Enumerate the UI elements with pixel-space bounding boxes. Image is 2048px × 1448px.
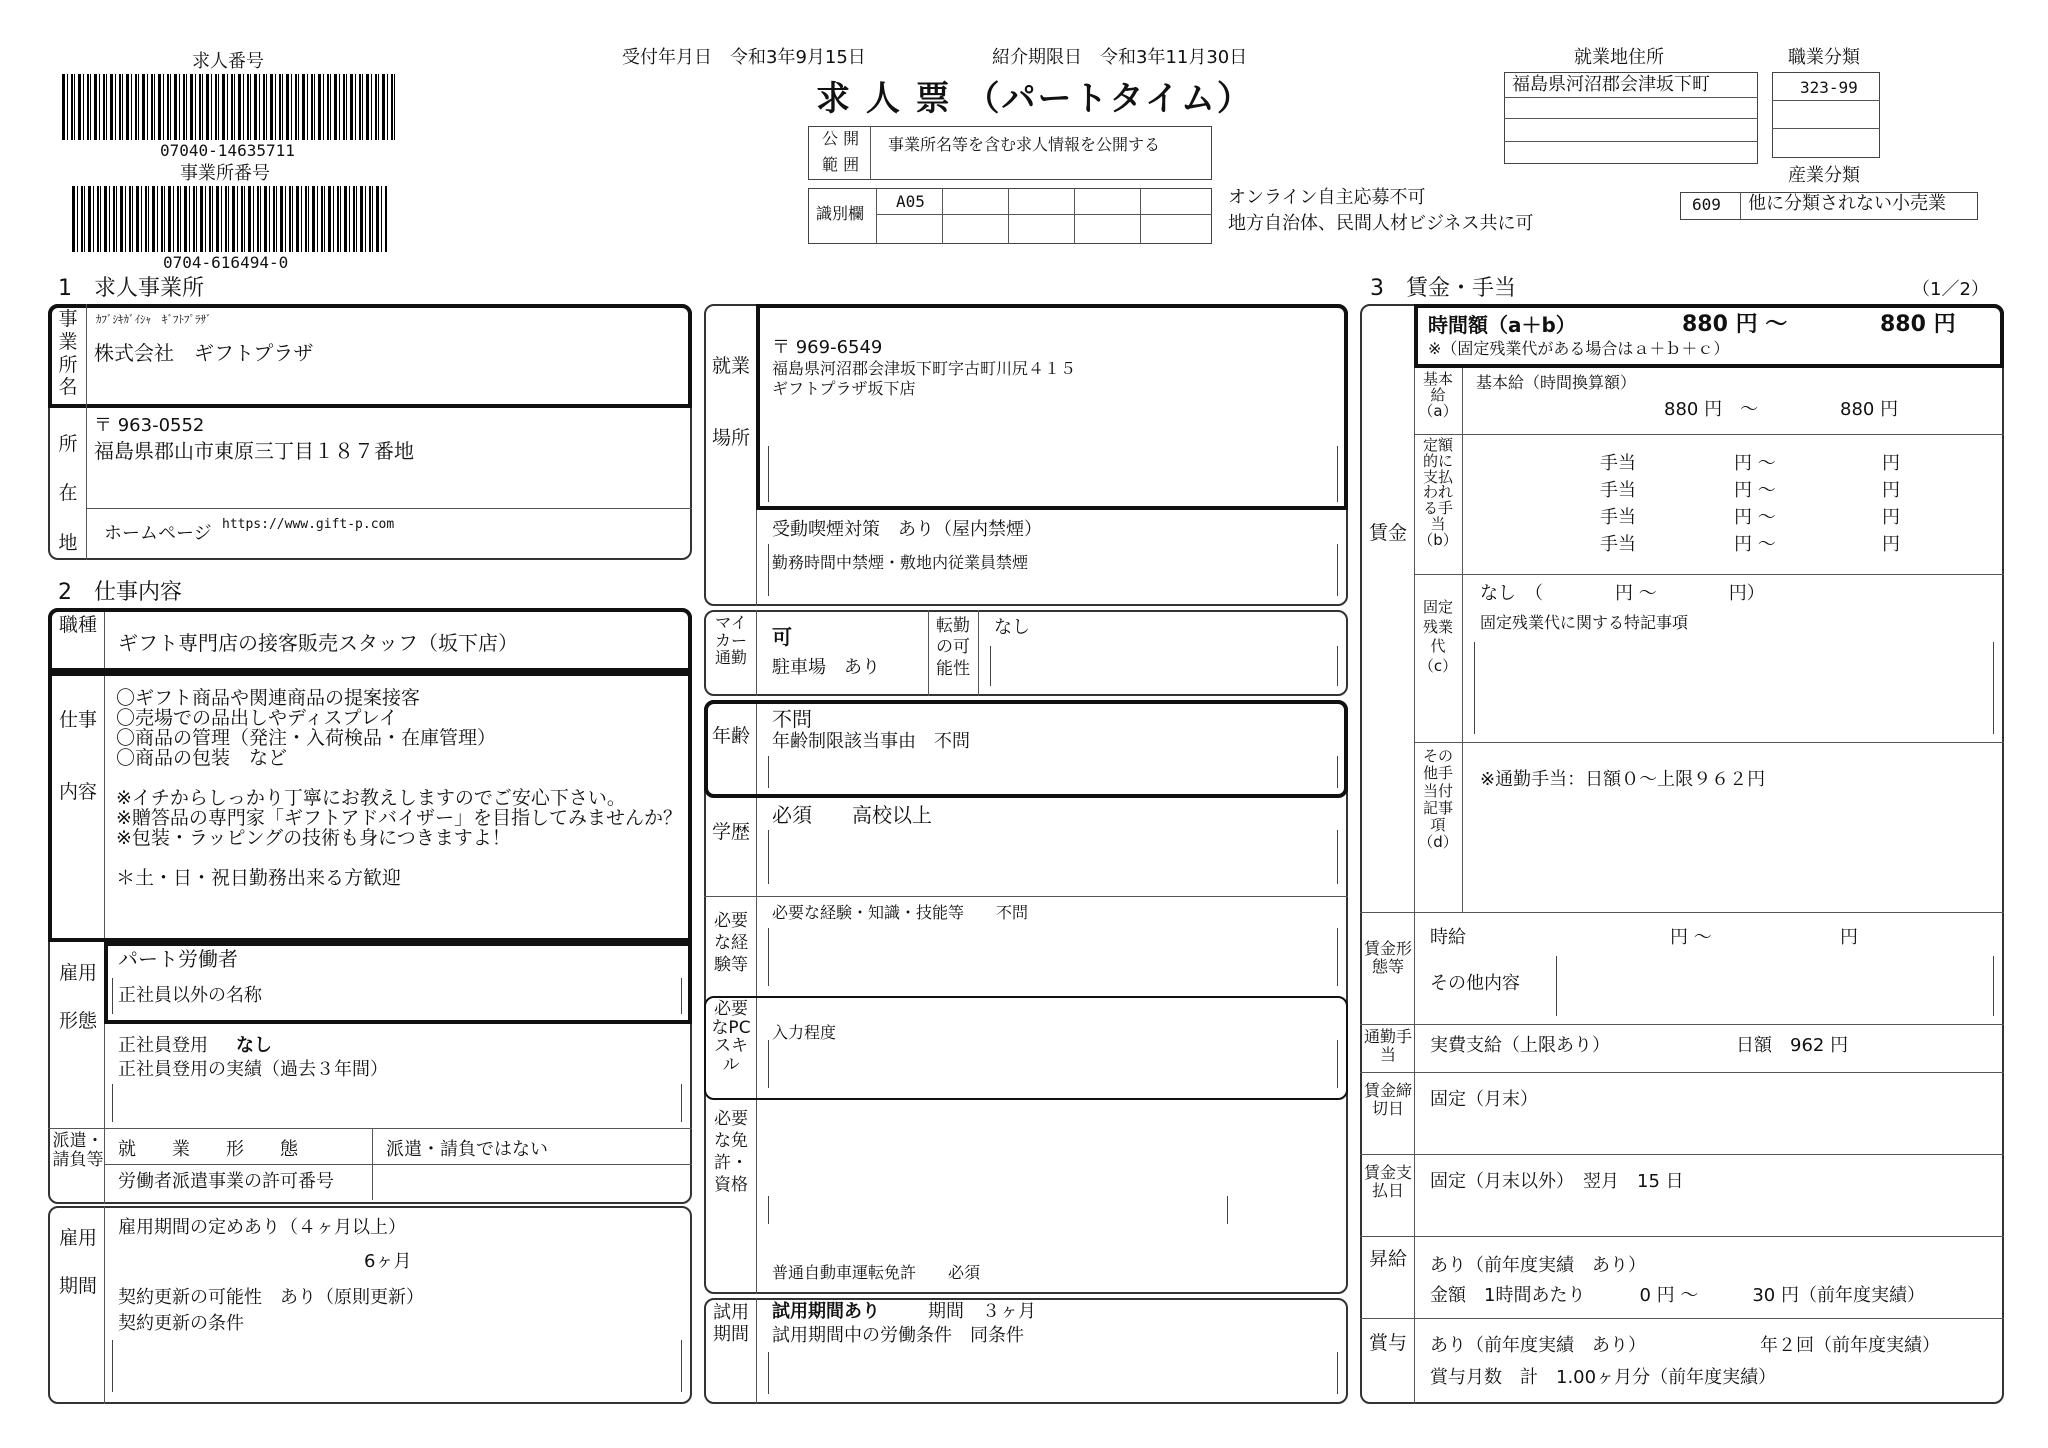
menkyo-value: 普通自動車運転免許 必須 [772, 1263, 981, 1282]
shoyo-label: 賞与 [1368, 1332, 1407, 1354]
jikyu-label: 時給 [1430, 927, 1466, 948]
jigyosho-bango: 0704-616494-0 [163, 253, 289, 272]
kihon-title: 基本給（時間換算額） [1476, 373, 1637, 392]
shigoto-line: 〇商品の包装 など [116, 747, 288, 769]
shugyochi-label: 就業地住所 [1574, 47, 1664, 68]
koshin-kanosei: 契約更新の可能性 あり（原則更新） [118, 1287, 424, 1308]
shiyo-joken: 試用期間中の労働条件 同条件 [772, 1325, 1024, 1346]
seishain-jisseki: 正社員登用の実績（過去３年間） [118, 1059, 388, 1080]
kokai-label-2: 範 囲 [822, 155, 860, 174]
teate-max: 円 [1882, 453, 1900, 474]
gakureki-label: 学歴 [711, 821, 750, 843]
shigoto-line: 〇売場での品出しやディスプレイ [116, 707, 398, 729]
koyo-kikan-label: 雇用期間 [58, 1227, 97, 1298]
shugyo-postal: 〒 969-6549 [772, 337, 883, 358]
sangyo-code: 609 [1692, 195, 1721, 214]
kitsuen-value: 受動喫煙対策 あり（屋内禁煙） [772, 519, 1042, 540]
menkyo-label: 必要な免許・資格 [714, 1109, 748, 1196]
kotei-value: なし （ 円 ～ 円） [1480, 583, 1765, 604]
kyoka-bango-label: 労働者派遣事業の許可番号 [118, 1171, 334, 1192]
teate-name: 手当 [1600, 480, 1636, 501]
uketsuke-date: 受付年月日 令和3年9月15日 [622, 47, 866, 68]
shokai-kigen-date: 紹介期限日 令和3年11月30日 [992, 47, 1248, 68]
jikangaku-label: 時間額（a＋b） [1428, 313, 1576, 337]
shiyo-kikan: 期間 ３ヶ月 [928, 1301, 1036, 1322]
jikyu-min: 円 ～ [1670, 927, 1712, 948]
company-postal: 〒 963-0552 [94, 415, 205, 436]
haken-label: 派遣・請負等 [52, 1131, 104, 1170]
shiharai-label: 賃金支払日 [1364, 1163, 1413, 1200]
teate-max: 円 [1882, 507, 1900, 528]
tenkin-label: 転勤の可能性 [936, 616, 970, 679]
sonota-label: その他手当付記事項（d） [1418, 747, 1458, 852]
shikibetsu-label: 識別欄 [816, 204, 865, 223]
company-name: 株式会社 ギフトプラザ [94, 341, 314, 365]
jikyu-max: 円 [1840, 927, 1858, 948]
teigaku-label: 定額的に支払われる手当（b） [1418, 436, 1458, 549]
shugyo-keitai-value: 派遣・請負ではない [386, 1139, 548, 1160]
tsukin-label: 通勤手当 [1364, 1027, 1413, 1064]
shokyu-value: あり（前年度実績 あり） [1430, 1255, 1646, 1276]
kyujin-bango: 07040-14635711 [160, 141, 295, 160]
koyo-kikan-value: 雇用期間の定めあり（４ヶ月以上） [118, 1217, 406, 1238]
kihon-max: 880 円 [1840, 399, 1899, 420]
koshin-joken: 契約更新の条件 [118, 1313, 244, 1334]
online-note-1: オンライン自主応募不可 [1228, 187, 1426, 208]
shokyu-label: 昇給 [1368, 1248, 1407, 1270]
koyo-keitai-label: 雇用形態 [58, 962, 97, 1032]
parking-value: 駐車場 あり [772, 657, 880, 678]
section1-heading: 1 求人事業所 [58, 276, 204, 301]
shimekiri-value: 固定（月末） [1430, 1089, 1538, 1110]
mycar-label: マイカー通勤 [714, 613, 747, 668]
jikangaku-note: ※（固定残業代がある場合はａ＋ｂ＋ｃ） [1428, 339, 1730, 358]
keitai-label: 賃金形態等 [1364, 939, 1413, 977]
page-title: 求 人 票 （パートタイム） [816, 79, 1253, 119]
page-number: （1／2） [1912, 279, 1989, 300]
teate-max: 円 [1882, 480, 1900, 501]
teate-min: 円 ～ [1734, 480, 1776, 501]
shugyochi-value: 福島県河沼郡会津坂下町 [1512, 74, 1710, 95]
homepage-label: ホームページ [104, 523, 212, 544]
teate-min: 円 ～ [1734, 534, 1776, 555]
nenrei-label: 年齢 [711, 725, 750, 747]
kokai-value: 事業所名等を含む求人情報を公開する [888, 135, 1161, 154]
shiharai-value: 固定（月末以外） 翌月 15 日 [1430, 1171, 1684, 1192]
section2-heading: 2 仕事内容 [58, 580, 182, 605]
seishain-igai-label: 正社員以外の名称 [118, 985, 262, 1006]
tenkin-value: なし [994, 617, 1030, 638]
shugyo-address: 福島県河沼郡会津坂下町字古町川尻４１５ [772, 359, 1077, 378]
kotei-note: 固定残業代に関する特記事項 [1480, 613, 1689, 632]
shimekiri-label: 賃金締切日 [1364, 1081, 1413, 1118]
gakureki-value: 必須 高校以上 [772, 803, 932, 827]
teate-min: 円 ～ [1734, 453, 1776, 474]
nenrei-seigen: 年齢制限該当事由 不問 [772, 731, 970, 752]
seishain-toyo-label: 正社員登用 [118, 1035, 208, 1056]
seishain-toyo-value: なし [236, 1035, 272, 1056]
sangyo-label: 産業分類 [1788, 165, 1860, 186]
pc-label: 必要なPCスキル [711, 999, 751, 1076]
shokyu-amount: 金額 1時間あたり 0 円 ～ 30 円（前年度実績） [1430, 1285, 1925, 1306]
chingin-label: 賃金 [1368, 522, 1407, 544]
shokushu-value: ギフト専門店の接客販売スタッフ（坂下店） [118, 631, 518, 655]
sonota-naiyo-label: その他内容 [1430, 973, 1520, 994]
shigoto-line: ※贈答品の専門家「ギフトアドバイザー」を目指してみませんか？ [116, 807, 682, 829]
teate-max: 円 [1882, 534, 1900, 555]
shikibetsu-box [808, 188, 1212, 244]
nenrei-value: 不問 [772, 707, 812, 731]
jikangaku-min: 880 円 ～ [1682, 312, 1788, 337]
shokushu-label: 職種 [58, 614, 97, 636]
sonota-value: ※通勤手当：日額０～上限９６２円 [1480, 769, 1766, 790]
shoyo-tsuki: 賞与月数 計 1.00ヶ月分（前年度実績） [1430, 1367, 1777, 1388]
teate-name: 手当 [1600, 453, 1636, 474]
jigyoshomei-label: 事業所名 [58, 308, 78, 399]
keiken-label: 必要な経験等 [714, 911, 748, 976]
shigoto-line: ※イチからしっかり丁寧にお教えしますのでご安心下さい。 [116, 787, 626, 809]
kyujin-bango-label: 求人番号 [192, 51, 264, 72]
shugyo-basho-label: 就業場所 [711, 355, 750, 450]
shiyo-value: 試用期間あり [772, 1301, 880, 1322]
keiken-value: 必要な経験・知識・技能等 不問 [772, 903, 1029, 922]
jikangaku-max: 880 円 [1880, 312, 1956, 337]
tsukin-value: 実費支給（上限あり） [1430, 1035, 1610, 1056]
sangyo-name: 他に分類されない小売業 [1748, 193, 1946, 214]
kihon-label: 基本給（a） [1418, 370, 1458, 420]
teate-name: 手当 [1600, 534, 1636, 555]
teate-min: 円 ～ [1734, 507, 1776, 528]
company-address: 福島県郡山市東原三丁目１８７番地 [94, 439, 414, 463]
kotei-label: 固定残業代（c） [1418, 598, 1458, 675]
shigoto-line: 〇ギフト商品や関連商品の提案接客 [116, 687, 421, 709]
shigoto-line: 〇商品の管理（発注・入荷検品・在庫管理） [116, 727, 497, 749]
shokugyo-value: 323-99 [1800, 78, 1858, 97]
shoyo-value: あり（前年度実績 あり） [1430, 1335, 1646, 1356]
tsukin-amount: 日額 962 円 [1736, 1035, 1849, 1056]
shoyo-kaisu: 年２回（前年度実績） [1760, 1335, 1940, 1356]
teate-name: 手当 [1600, 507, 1636, 528]
shugyo-keitai-label: 就 業 形 態 [118, 1139, 298, 1160]
online-note-2: 地方自治体、民間人材ビジネス共に可 [1228, 213, 1534, 234]
shigoto-lines [116, 688, 682, 888]
shugyo-store: ギフトプラザ坂下店 [772, 379, 916, 398]
shozaichi-label: 所在地 [58, 433, 78, 554]
mycar-value: 可 [772, 625, 792, 649]
kitsuen-detail: 勤務時間中禁煙・敷地内従業員禁煙 [772, 553, 1029, 572]
section3-heading: 3 賃金・手当 [1370, 276, 1516, 301]
homepage-link[interactable]: https://www.gift-p.com [222, 517, 395, 532]
company-furigana: ｶﾌﾞｼｷｶﾞｲｼｬ ｷﾞﾌﾄﾌﾟﾗｻﾞ [96, 313, 212, 326]
shikibetsu-value: A05 [896, 192, 925, 211]
kokai-label-1: 公 開 [822, 129, 860, 148]
jigyosho-barcode [72, 186, 388, 252]
shigoto-line: ※包装・ラッピングの技術も身につきますよ！ [116, 827, 511, 849]
kihon-min: 880 円 ～ [1664, 399, 1759, 420]
koyo-kikan-length: 6ヶ月 [364, 1251, 412, 1272]
shiyo-label: 試用期間 [713, 1302, 749, 1345]
kyujin-barcode [62, 74, 398, 140]
koyo-keitai-value: パート労働者 [118, 947, 238, 971]
pc-value: 入力程度 [772, 1023, 837, 1042]
shigoto-label: 仕事内容 [58, 709, 97, 804]
shokugyo-label: 職業分類 [1788, 47, 1860, 68]
shigoto-line: ＊土・日・祝日勤務出来る方歓迎 [116, 867, 402, 889]
jigyosho-bango-label: 事業所番号 [180, 163, 270, 184]
